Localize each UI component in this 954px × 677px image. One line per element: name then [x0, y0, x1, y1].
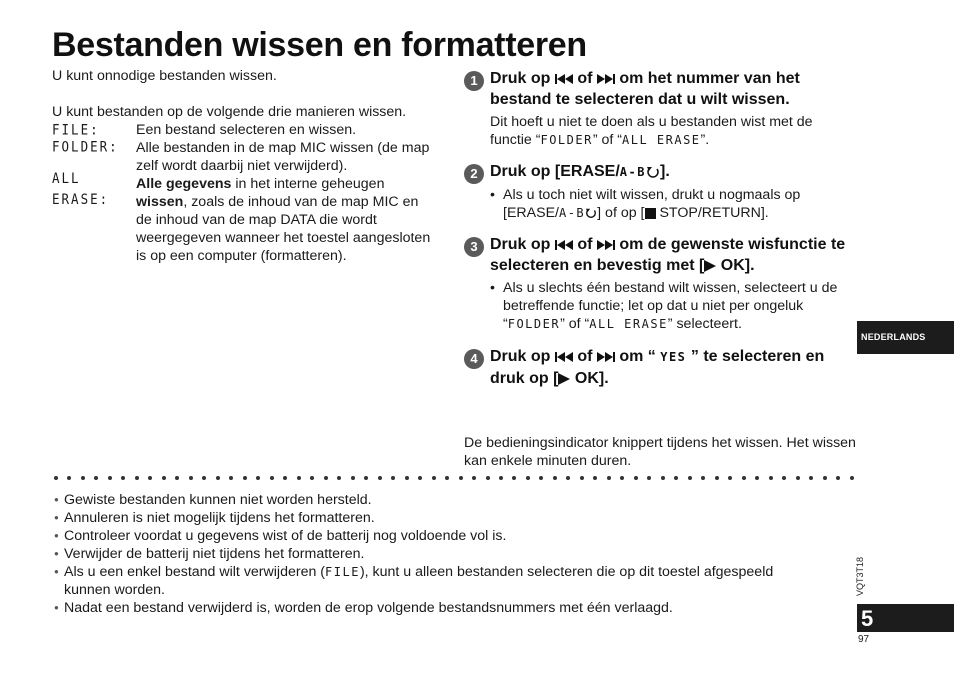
- step-1-seg-all-erase: ALL ERASE: [622, 133, 701, 147]
- def-desc-all-erase: [136, 175, 437, 265]
- skip-back-icon: [555, 352, 573, 362]
- step-3-seg-all-erase: ALL ERASE: [589, 317, 668, 331]
- def-bold-2: wissen: [136, 194, 184, 210]
- notes-list: [54, 491, 814, 617]
- skip-forward-icon: [597, 74, 615, 84]
- step-2-bullet-b: ] of op [: [597, 205, 645, 221]
- note-5-a: Als u een enkel bestand wilt verwijderen (: [64, 564, 326, 580]
- step-1-body: [490, 113, 856, 149]
- step-2-bullet-ab: A-B: [558, 206, 586, 220]
- step-1-body-a: Dit hoeft u niet te doen als u bestanden wist met de functie “: [490, 114, 813, 148]
- step-3: [464, 234, 856, 333]
- step-1-body-c: ”.: [700, 132, 710, 148]
- def-bold-1: Alle gegevens: [136, 176, 232, 192]
- step-2-bullet: [490, 186, 856, 222]
- step-4-seg-yes: YES: [660, 350, 687, 364]
- step-2-heading: [490, 161, 856, 183]
- skip-back-icon: [555, 240, 573, 250]
- step-4-head-c: om “: [614, 348, 661, 365]
- step-3-bullet-a: Als u slechts één bestand wilt wissen, selecteert u de betreffende functie; let op dat u niet per ongeluk “: [503, 280, 838, 332]
- step-2-head-a: Druk op [ERASE/: [490, 163, 620, 180]
- def-rest: , zoals de inhoud van de map MIC en de inhoud van de map DATA die wordt weergegeven wanneer het toestel aangesloten is op een computer (formatteren).: [136, 194, 431, 264]
- step-number-2: 2: [464, 164, 484, 184]
- steps-section: [464, 68, 856, 389]
- page-number: 5: [857, 604, 954, 632]
- document-code: VQT3T18: [855, 556, 865, 596]
- step-number-3: 3: [464, 237, 484, 257]
- def-desc-file: Een bestand selecteren en wissen.: [136, 122, 357, 138]
- step-2-ab-label: A-B: [619, 165, 646, 179]
- step-1-head-a: Druk op: [490, 70, 555, 87]
- indicator-note: De bedieningsindicator knippert tijdens het wissen. Het wissen kan enkele minuten duren.: [464, 435, 856, 469]
- skip-back-icon: [555, 74, 573, 84]
- def-mid: in het interne geheugen: [231, 176, 385, 192]
- step-3-head-d: OK].: [716, 257, 755, 274]
- stop-icon: [645, 208, 656, 219]
- intro-line-2: U kunt bestanden op de volgende drie manieren wissen.: [52, 104, 407, 120]
- note-item: ● Verwijder de batterij niet tijdens het formatteren.: [54, 545, 814, 563]
- def-all-erase: [52, 169, 437, 265]
- step-number-4: 4: [464, 349, 484, 369]
- step-2-body: [490, 186, 856, 222]
- play-icon: [558, 373, 570, 385]
- play-icon: [704, 260, 716, 272]
- step-1-body-b: ” of “: [592, 132, 622, 148]
- step-1-head-c: om het nummer van het bestand te selecteren dat u wilt wissen.: [490, 70, 800, 108]
- note-5-b: ), kunt u alleen bestanden selecteren die op dit toestel afgespeeld kunnen worden.: [64, 564, 774, 598]
- step-3-body: [490, 279, 856, 333]
- step-2: [464, 161, 856, 222]
- step-4-head-e: OK].: [570, 370, 609, 387]
- step-4-head-b: of: [572, 348, 597, 365]
- def-term-all-erase: ALL ERASE:: [52, 169, 110, 208]
- def-term-file: FILE:: [52, 120, 100, 139]
- repeat-icon: [585, 207, 597, 219]
- def-desc-folder: Alle bestanden in de map MIC wissen (de map zelf wordt daarbij niet verwijderd).: [136, 140, 430, 174]
- skip-forward-icon: [597, 240, 615, 250]
- step-number-1: 1: [464, 71, 484, 91]
- step-1-heading: [490, 68, 856, 110]
- language-tab: NEDERLANDS: [857, 321, 954, 354]
- step-3-heading: [490, 234, 856, 276]
- note-5-seg-file: FILE: [325, 565, 360, 579]
- step-1-head-b: of: [572, 70, 597, 87]
- step-1-seg-folder: FOLDER: [540, 133, 593, 147]
- intro-line-1: U kunt onnodige bestanden wissen.: [52, 68, 277, 84]
- note-item-single-file: [54, 563, 814, 599]
- step-4-heading: [490, 346, 856, 389]
- step-3-head-b: of: [572, 236, 597, 253]
- note-item: ● Annuleren is niet mogelijk tijdens het formatteren.: [54, 509, 814, 527]
- step-3-bullet: [490, 279, 856, 333]
- step-2-bullet-a: Als u toch niet wilt wissen, drukt u nogmaals op [ERASE/: [503, 187, 801, 221]
- note-item: ● Nadat een bestand verwijderd is, worden de erop volgende bestandsnummers met één verlaagd.: [54, 599, 814, 617]
- step-4-head-a: Druk op: [490, 348, 555, 365]
- dotted-divider: [54, 476, 854, 482]
- step-2-head-b: ].: [659, 163, 670, 180]
- sub-page-number: 97: [858, 634, 870, 645]
- step-1: [464, 68, 856, 149]
- page-title: Bestanden wissen en formatteren: [52, 26, 587, 64]
- step-3-bullet-c: ” selecteert.: [667, 316, 742, 332]
- step-3-head-c: om de gewenste wisfunctie te selecteren en bevestig met [: [490, 236, 846, 274]
- step-3-head-a: Druk op: [490, 236, 555, 253]
- intro-section: [52, 67, 437, 265]
- skip-forward-icon: [597, 352, 615, 362]
- note-item: ● Controleer voordat u gegevens wist of de batterij nog voldoende vol is.: [54, 527, 814, 545]
- note-item: ● Gewiste bestanden kunnen niet worden hersteld.: [54, 491, 814, 509]
- step-4-head-d: ” te selecteren en druk op [: [490, 348, 825, 387]
- step-3-bullet-b: ” of “: [560, 316, 590, 332]
- repeat-icon: [646, 165, 660, 179]
- step-4: [464, 346, 856, 389]
- def-term-folder: FOLDER:: [52, 137, 119, 155]
- step-3-seg-folder: FOLDER: [507, 317, 561, 331]
- step-2-bullet-c: STOP/RETURN].: [655, 205, 769, 221]
